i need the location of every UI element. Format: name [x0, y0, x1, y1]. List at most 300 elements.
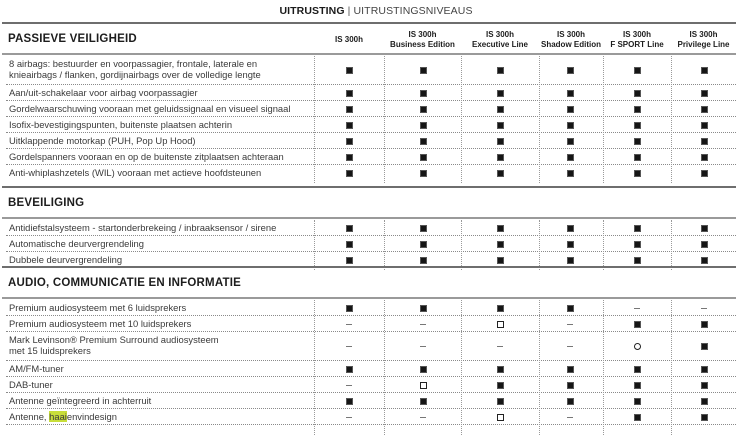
filled-square-icon [701, 67, 708, 74]
section-header-rule [2, 217, 736, 219]
hollow-square-icon [420, 382, 427, 389]
filled-square-icon [497, 122, 504, 129]
filled-square-icon [497, 225, 504, 232]
column-divider [384, 220, 385, 270]
column-divider [603, 56, 604, 183]
value-cell [697, 152, 711, 162]
filled-square-icon [497, 90, 504, 97]
value-cell [563, 396, 577, 406]
table-row [0, 149, 752, 165]
filled-square-icon [634, 398, 641, 405]
value-cell [563, 380, 577, 390]
value-cell [697, 380, 711, 390]
table-row [0, 101, 752, 117]
filled-square-icon [346, 138, 353, 145]
value-cell [493, 223, 507, 233]
filled-square-icon [497, 398, 504, 405]
table-row [0, 316, 752, 332]
row-label-line: Premium audiosysteem met 6 luidsprekers [9, 302, 187, 313]
value-cell [697, 239, 711, 249]
filled-square-icon [420, 398, 427, 405]
section-title: PASSIEVE VEILIGHEID [8, 33, 137, 45]
filled-square-icon [346, 170, 353, 177]
value-cell [630, 136, 644, 146]
value-cell [342, 120, 356, 130]
value-cell [493, 303, 507, 313]
value-cell [563, 152, 577, 162]
value-cell [563, 412, 577, 422]
value-cell [416, 152, 430, 162]
value-cell [563, 223, 577, 233]
value-cell [630, 255, 644, 265]
column-divider [671, 220, 672, 270]
column-divider [314, 220, 315, 270]
filled-square-icon [567, 154, 574, 161]
filled-square-icon [420, 106, 427, 113]
filled-square-icon [634, 90, 641, 97]
dash-icon [567, 324, 573, 325]
row-label [9, 334, 219, 356]
filled-square-icon [634, 122, 641, 129]
value-cell [342, 303, 356, 313]
dash-icon [346, 324, 352, 325]
row-label [9, 318, 191, 329]
table-row [0, 165, 752, 181]
filled-square-icon [497, 138, 504, 145]
value-cell [630, 303, 644, 313]
column-header-model: IS 300h [334, 35, 363, 44]
column-divider [671, 56, 672, 183]
filled-square-icon [701, 398, 708, 405]
value-cell [697, 136, 711, 146]
highlighted-text: haai [49, 411, 67, 422]
row-divider [6, 424, 736, 425]
value-cell [416, 364, 430, 374]
value-cell [416, 136, 430, 146]
filled-square-icon [420, 366, 427, 373]
column-header-model: IS 300h [556, 30, 585, 39]
value-cell [342, 88, 356, 98]
value-cell [697, 66, 711, 76]
filled-square-icon [701, 366, 708, 373]
value-cell [342, 319, 356, 329]
value-cell [342, 66, 356, 76]
value-cell [342, 168, 356, 178]
column-divider [384, 56, 385, 183]
value-cell [493, 255, 507, 265]
filled-square-icon [567, 241, 574, 248]
value-cell [493, 239, 507, 249]
row-label [9, 167, 261, 178]
row-label-line: Aan/uit-schakelaar voor airbag voorpassagier [9, 87, 198, 98]
filled-square-icon [567, 382, 574, 389]
filled-square-icon [634, 67, 641, 74]
value-cell [630, 223, 644, 233]
filled-square-icon [420, 257, 427, 264]
section-header-rule [2, 53, 736, 55]
value-cell [342, 152, 356, 162]
column-header-trim: Business Edition [390, 40, 455, 49]
column-header-trim: Executive Line [471, 40, 529, 49]
value-cell [416, 380, 430, 390]
dash-icon [420, 324, 426, 325]
row-label-line: Dubbele deurvergrendeling [9, 254, 123, 265]
column-divider [461, 220, 462, 270]
row-label-text: Antenne, [9, 411, 50, 422]
section-title: AUDIO, COMMUNICATIE EN INFORMATIE [8, 277, 241, 289]
filled-square-icon [701, 90, 708, 97]
table-row [0, 361, 752, 377]
filled-square-icon [567, 122, 574, 129]
filled-square-icon [701, 122, 708, 129]
hollow-square-icon [497, 321, 504, 328]
section-title: BEVEILIGING [8, 197, 85, 209]
value-cell [630, 120, 644, 130]
table-row [0, 332, 752, 361]
value-cell [493, 120, 507, 130]
value-cell [342, 364, 356, 374]
value-cell [630, 66, 644, 76]
column-divider [539, 220, 540, 270]
value-cell [697, 223, 711, 233]
section-top-rule [2, 186, 736, 188]
table-row [0, 133, 752, 149]
value-cell [563, 136, 577, 146]
dash-icon [420, 346, 426, 347]
filled-square-icon [567, 398, 574, 405]
filled-square-icon [420, 138, 427, 145]
column-divider [461, 56, 462, 183]
section-top-rule [2, 266, 736, 268]
value-cell [493, 152, 507, 162]
value-cell [416, 104, 430, 114]
value-cell [697, 255, 711, 265]
section-header-rule [2, 297, 736, 299]
value-cell [416, 120, 430, 130]
filled-square-icon [567, 225, 574, 232]
value-cell [342, 342, 356, 352]
top-rule [2, 22, 736, 24]
filled-square-icon [701, 138, 708, 145]
row-label [9, 254, 122, 265]
column-header [314, 35, 384, 45]
value-cell [416, 255, 430, 265]
value-cell [342, 136, 356, 146]
value-cell [493, 136, 507, 146]
value-cell [697, 396, 711, 406]
filled-square-icon [346, 90, 353, 97]
table-row [0, 85, 752, 101]
value-cell [630, 152, 644, 162]
row-label-line: met 15 luidsprekers [9, 345, 91, 356]
filled-square-icon [634, 241, 641, 248]
row-label [9, 103, 290, 114]
column-header [539, 30, 603, 50]
value-cell [630, 396, 644, 406]
value-cell [342, 255, 356, 265]
table-row [0, 220, 752, 236]
value-cell [563, 342, 577, 352]
column-header [671, 30, 736, 50]
value-cell [630, 104, 644, 114]
filled-square-icon [497, 257, 504, 264]
dash-icon [634, 308, 640, 309]
value-cell [416, 319, 430, 329]
value-cell [630, 88, 644, 98]
value-cell [493, 380, 507, 390]
filled-square-icon [497, 106, 504, 113]
value-cell [493, 319, 507, 329]
filled-square-icon [497, 154, 504, 161]
value-cell [563, 239, 577, 249]
filled-square-icon [420, 154, 427, 161]
filled-square-icon [634, 154, 641, 161]
value-cell [630, 168, 644, 178]
value-cell [493, 168, 507, 178]
row-label [9, 222, 276, 233]
value-cell [630, 380, 644, 390]
filled-square-icon [567, 106, 574, 113]
value-cell [563, 66, 577, 76]
filled-square-icon [701, 154, 708, 161]
value-cell [563, 303, 577, 313]
value-cell [342, 412, 356, 422]
value-cell [697, 303, 711, 313]
filled-square-icon [567, 67, 574, 74]
filled-square-icon [701, 106, 708, 113]
value-cell [697, 168, 711, 178]
filled-square-icon [634, 170, 641, 177]
filled-square-icon [346, 241, 353, 248]
column-divider [603, 220, 604, 270]
value-cell [416, 396, 430, 406]
row-label-line: Uitklappende motorkap (PUH, Pop Up Hood) [9, 135, 196, 146]
filled-square-icon [701, 225, 708, 232]
column-divider [539, 56, 540, 183]
value-cell [493, 342, 507, 352]
filled-square-icon [701, 241, 708, 248]
value-cell [493, 412, 507, 422]
table-row [0, 56, 752, 85]
filled-square-icon [634, 321, 641, 328]
value-cell [416, 342, 430, 352]
filled-square-icon [497, 67, 504, 74]
page-title [0, 5, 752, 17]
row-label-line: knieairbags / flanken, gordijnairbags over de volledige lengte [9, 69, 261, 80]
value-cell [342, 396, 356, 406]
filled-square-icon [634, 257, 641, 264]
filled-square-icon [420, 241, 427, 248]
row-label [9, 58, 261, 80]
table-row [0, 300, 752, 316]
filled-square-icon [634, 106, 641, 113]
value-cell [416, 66, 430, 76]
column-header-model: IS 300h [408, 30, 437, 39]
column-header-model: IS 300h [622, 30, 651, 39]
row-label [9, 151, 284, 162]
column-header [384, 30, 461, 50]
filled-square-icon [420, 67, 427, 74]
filled-square-icon [497, 305, 504, 312]
filled-square-icon [701, 321, 708, 328]
filled-square-icon [346, 106, 353, 113]
filled-square-icon [420, 90, 427, 97]
page-title-main: UITRUSTING [279, 5, 345, 17]
value-cell [493, 104, 507, 114]
column-header-model: IS 300h [485, 30, 514, 39]
value-cell [416, 168, 430, 178]
page-title-sub: UITRUSTINGSNIVEAUS [353, 5, 473, 17]
column-divider [603, 300, 604, 435]
filled-square-icon [497, 241, 504, 248]
row-label [9, 119, 232, 130]
row-label [9, 411, 117, 422]
filled-square-icon [346, 225, 353, 232]
hollow-circle-icon [634, 343, 641, 350]
value-cell [342, 380, 356, 390]
column-header [603, 30, 671, 50]
column-header-model: IS 300h [689, 30, 718, 39]
filled-square-icon [497, 382, 504, 389]
value-cell [697, 319, 711, 329]
row-label [9, 379, 53, 390]
filled-square-icon [634, 382, 641, 389]
row-label-line: AM/FM-tuner [9, 363, 64, 374]
value-cell [563, 255, 577, 265]
filled-square-icon [346, 122, 353, 129]
filled-square-icon [346, 67, 353, 74]
value-cell [342, 239, 356, 249]
row-label [9, 87, 198, 98]
value-cell [563, 120, 577, 130]
column-header-trim: Shadow Edition [541, 40, 601, 49]
row-label [9, 302, 186, 313]
filled-square-icon [420, 305, 427, 312]
column-divider [671, 300, 672, 435]
filled-square-icon [701, 414, 708, 421]
column-header-trim: F SPORT Line [610, 40, 664, 49]
row-label-line: Premium audiosysteem met 10 luidsprekers [9, 318, 192, 329]
filled-square-icon [634, 138, 641, 145]
value-cell [416, 223, 430, 233]
dash-icon [567, 346, 573, 347]
value-cell [630, 342, 644, 352]
column-header [461, 30, 539, 50]
filled-square-icon [346, 257, 353, 264]
table-row [0, 393, 752, 409]
dash-icon [346, 385, 352, 386]
filled-square-icon [346, 154, 353, 161]
row-label-line: DAB-tuner [9, 379, 53, 390]
value-cell [563, 104, 577, 114]
value-cell [416, 88, 430, 98]
value-cell [493, 396, 507, 406]
filled-square-icon [701, 257, 708, 264]
dash-icon [701, 308, 707, 309]
value-cell [630, 412, 644, 422]
filled-square-icon [420, 225, 427, 232]
filled-square-icon [701, 343, 708, 350]
filled-square-icon [346, 366, 353, 373]
column-divider [314, 56, 315, 183]
row-label-text: envindesign [66, 411, 117, 422]
row-label-line: Isofix-bevestigingspunten, buitenste plaatsen achterin [9, 119, 233, 130]
value-cell [342, 104, 356, 114]
filled-square-icon [497, 170, 504, 177]
filled-square-icon [567, 257, 574, 264]
page-title-separator: | [344, 5, 354, 17]
value-cell [563, 88, 577, 98]
value-cell [697, 88, 711, 98]
table-row [0, 236, 752, 252]
value-cell [697, 342, 711, 352]
table-row [0, 117, 752, 133]
column-divider [314, 300, 315, 435]
value-cell [493, 364, 507, 374]
column-divider [461, 300, 462, 435]
filled-square-icon [634, 414, 641, 421]
value-cell [416, 412, 430, 422]
dash-icon [346, 346, 352, 347]
filled-square-icon [701, 382, 708, 389]
filled-square-icon [567, 138, 574, 145]
value-cell [697, 412, 711, 422]
filled-square-icon [567, 170, 574, 177]
row-label [9, 135, 196, 146]
row-label-line: Gordelwaarschuwing vooraan met geluidssignaal en visueel signaal [9, 103, 291, 114]
row-label-line: Antidiefstalsysteem - startonderbrekeing / inbraaksensor / sirene [9, 222, 277, 233]
value-cell [493, 88, 507, 98]
row-label [9, 363, 64, 374]
hollow-square-icon [497, 414, 504, 421]
value-cell [563, 364, 577, 374]
filled-square-icon [420, 122, 427, 129]
filled-square-icon [701, 170, 708, 177]
value-cell [563, 168, 577, 178]
value-cell [416, 239, 430, 249]
filled-square-icon [497, 366, 504, 373]
row-label-line: Mark Levinson® Premium Surround audiosysteem [9, 334, 219, 345]
value-cell [563, 319, 577, 329]
filled-square-icon [634, 225, 641, 232]
row-label-line: Gordelspanners vooraan en op de buitenste zitplaatsen achteraan [9, 151, 284, 162]
value-cell [630, 239, 644, 249]
value-cell [342, 223, 356, 233]
table-row [0, 409, 752, 425]
value-cell [630, 364, 644, 374]
value-cell [697, 104, 711, 114]
value-cell [697, 120, 711, 130]
row-label-line: Automatische deurvergrendeling [9, 238, 144, 249]
table-row [0, 377, 752, 393]
value-cell [630, 319, 644, 329]
value-cell [493, 66, 507, 76]
filled-square-icon [346, 398, 353, 405]
filled-square-icon [567, 90, 574, 97]
filled-square-icon [346, 305, 353, 312]
dash-icon [497, 346, 503, 347]
value-cell [416, 303, 430, 313]
column-divider [384, 300, 385, 435]
row-label [9, 395, 151, 406]
dash-icon [420, 417, 426, 418]
row-label-line: Anti-whiplashzetels (WIL) vooraan met actieve hoofdsteunen [9, 167, 262, 178]
row-label-line: Antenne geïntegreerd in achterruit [9, 395, 152, 406]
row-label [9, 238, 144, 249]
filled-square-icon [634, 366, 641, 373]
column-divider [539, 300, 540, 435]
row-label-line: 8 airbags: bestuurder en voorpassagier, frontale, laterale en [9, 58, 258, 69]
